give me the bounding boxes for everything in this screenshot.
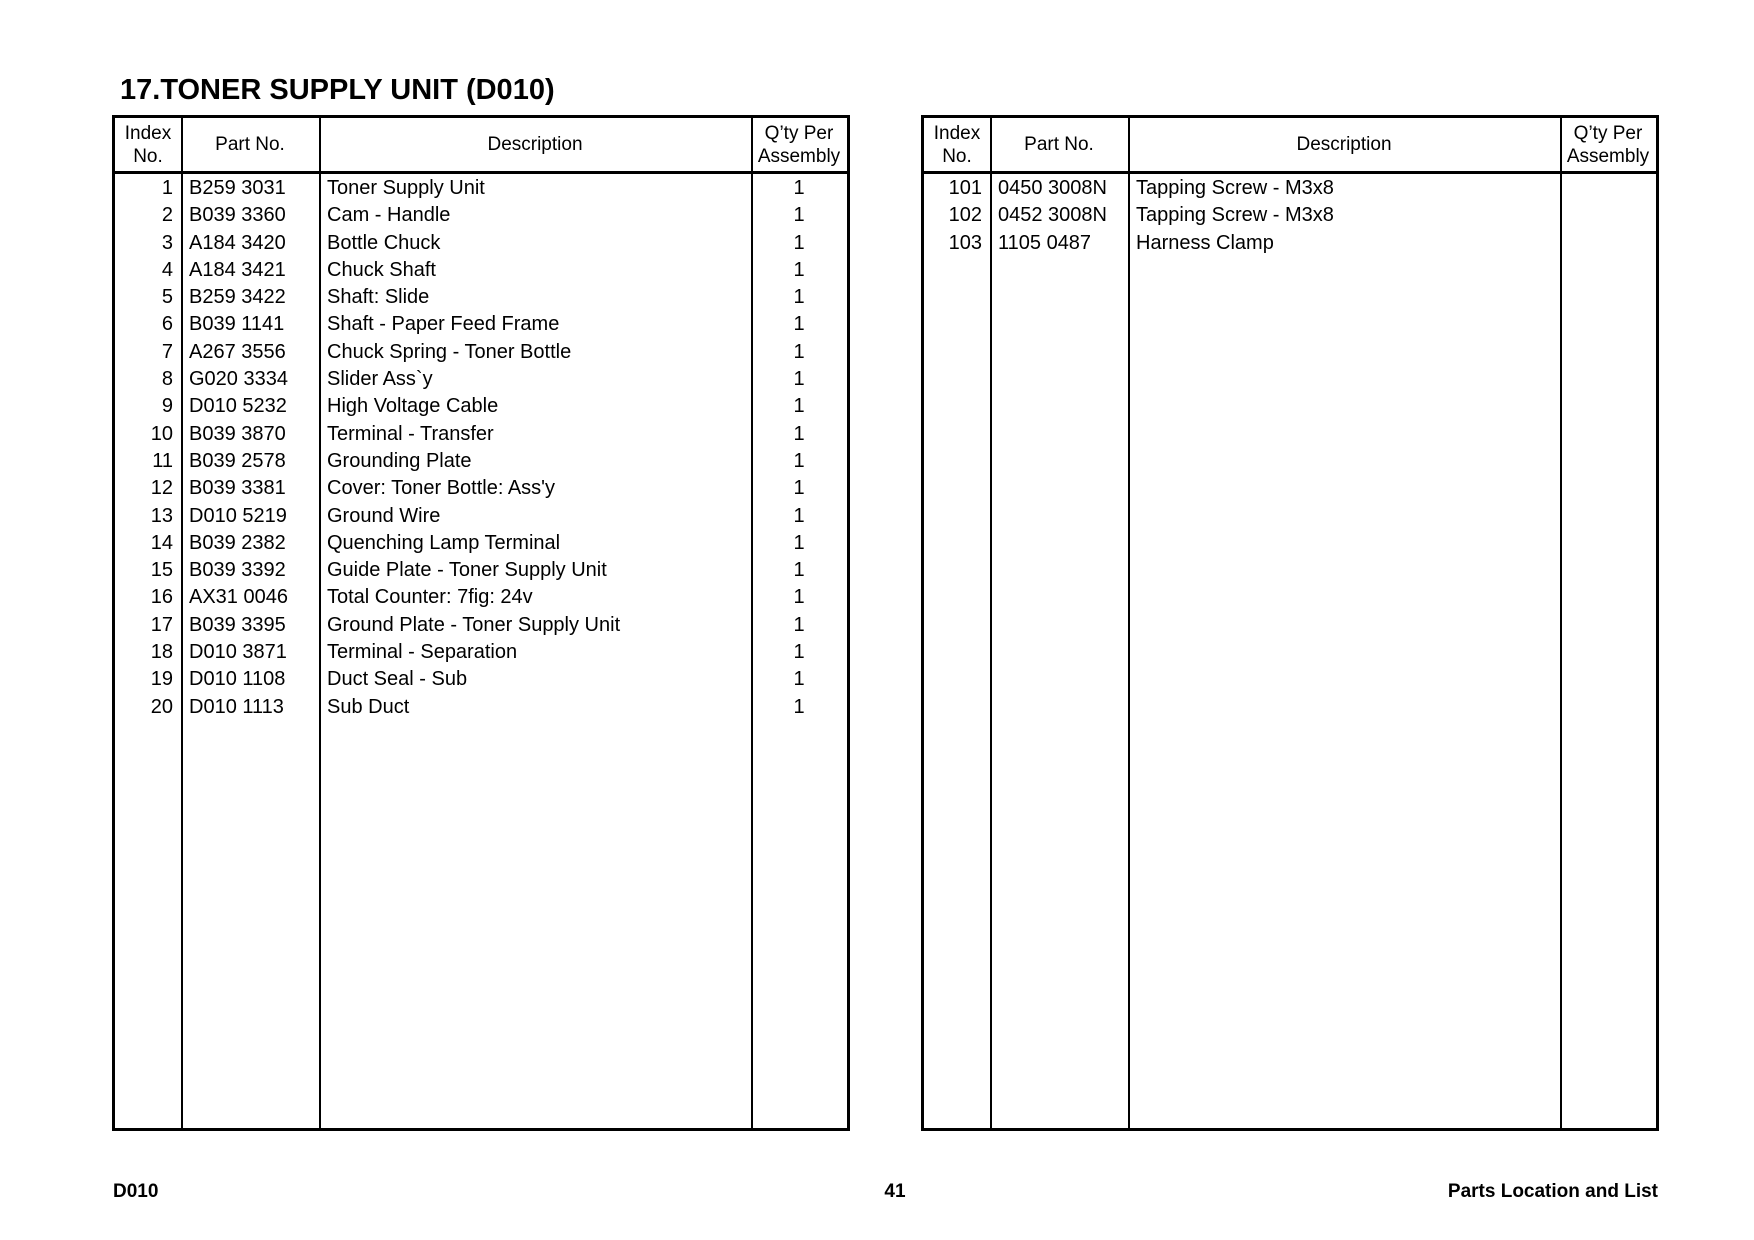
row-part-no: B039 3392 (189, 559, 286, 582)
table-row (924, 202, 1656, 229)
row-qty: 1 (793, 504, 805, 527)
row-qty: 1 (793, 258, 805, 281)
table-row (115, 612, 847, 639)
row-index: 17 (150, 613, 173, 636)
row-description: Shaft - Paper Feed Frame (327, 313, 560, 336)
row-part-no: 0452 3008N (998, 204, 1107, 227)
header-qty-line2: Assembly (1566, 145, 1650, 167)
row-index: 14 (150, 531, 173, 554)
row-qty: 1 (793, 177, 805, 199)
table-row (115, 202, 847, 229)
row-qty: 1 (793, 531, 805, 554)
rows-right (924, 175, 1656, 257)
row-index: 3 (161, 231, 173, 254)
table-row (115, 175, 847, 202)
row-qty: 1 (793, 613, 805, 636)
row-part-no: B259 3422 (189, 286, 286, 309)
table-row (115, 230, 847, 257)
row-part-no: B039 3395 (189, 613, 286, 636)
row-part-no: D010 5232 (189, 395, 287, 418)
row-description: Chuck Spring - Toner Bottle (327, 340, 572, 363)
row-description: Ground Wire (327, 504, 441, 527)
row-qty: 1 (793, 204, 805, 227)
row-index: 4 (161, 258, 173, 281)
header-description: Description (1296, 134, 1392, 155)
row-qty: 1 (793, 340, 805, 363)
header-part-no: Part No. (215, 134, 285, 155)
row-description: Harness Clamp (1136, 231, 1274, 254)
row-index: 103 (948, 231, 982, 254)
header-description: Description (487, 134, 583, 155)
row-index: 20 (150, 695, 173, 718)
table-row (115, 311, 847, 338)
row-index: 101 (948, 177, 982, 199)
row-index: 5 (161, 286, 173, 309)
row-index: 102 (948, 204, 982, 227)
row-description: High Voltage Cable (327, 395, 499, 418)
row-description: Bottle Chuck (327, 231, 441, 254)
row-qty: 1 (793, 231, 805, 254)
row-qty: 1 (793, 668, 805, 691)
header-qty-line1: Q’ty Per (764, 122, 834, 144)
row-part-no: 0450 3008N (998, 177, 1107, 199)
row-part-no: AX31 0046 (189, 586, 288, 609)
row-qty: 1 (793, 641, 805, 664)
row-part-no: B039 1141 (189, 313, 285, 336)
header-index (115, 118, 181, 171)
table-row (924, 175, 1656, 202)
row-index: 12 (150, 477, 173, 500)
row-qty: 1 (793, 586, 805, 609)
column-divider (1560, 118, 1562, 1128)
row-part-no: 1105 0487 (998, 231, 1092, 254)
table-row (115, 694, 847, 721)
row-part-no: B039 2382 (189, 531, 286, 554)
table-row (115, 503, 847, 530)
row-index: 19 (150, 668, 173, 691)
row-index: 8 (161, 368, 173, 391)
row-description: Cover: Toner Bottle: Ass'y (327, 477, 555, 500)
row-index: 10 (150, 422, 173, 445)
row-description: Cam - Handle (327, 204, 451, 227)
row-part-no: A267 3556 (189, 340, 286, 363)
row-part-no: A184 3420 (189, 231, 286, 254)
row-qty: 1 (793, 559, 805, 582)
table-row (924, 230, 1656, 257)
row-qty (1560, 230, 1656, 257)
table-row (115, 257, 847, 284)
row-index: 13 (150, 504, 173, 527)
column-divider (990, 118, 992, 1128)
header-qty (751, 118, 847, 171)
row-index: 7 (161, 340, 173, 363)
row-description: Shaft: Slide (327, 286, 430, 309)
row-part-no: D010 3871 (189, 641, 287, 664)
parts-table-right (921, 115, 1659, 1131)
row-description: Toner Supply Unit (327, 177, 485, 199)
row-qty (1560, 175, 1656, 202)
row-description: Tapping Screw - M3x8 (1136, 177, 1334, 199)
row-description: Chuck Shaft (327, 258, 436, 281)
row-description: Guide Plate - Toner Supply Unit (327, 559, 607, 582)
row-description: Slider Ass`y (327, 368, 433, 391)
table-row (115, 366, 847, 393)
column-divider (1128, 118, 1130, 1128)
row-description: Terminal - Separation (327, 641, 518, 664)
row-index: 16 (150, 586, 173, 609)
row-qty: 1 (793, 313, 805, 336)
row-description: Terminal - Transfer (327, 422, 494, 445)
header-index-line1: Index (124, 122, 172, 144)
row-description: Quenching Lamp Terminal (327, 531, 561, 554)
row-part-no: B039 3870 (189, 422, 286, 445)
header-index-line1: Index (933, 122, 981, 144)
header-qty (1560, 118, 1656, 171)
row-qty: 1 (793, 449, 805, 472)
header-part-no: Part No. (1024, 134, 1094, 155)
table-row (115, 557, 847, 584)
table-row (115, 393, 847, 420)
header-index-line2: No. (133, 145, 163, 167)
header-index (924, 118, 990, 171)
row-description: Sub Duct (327, 695, 410, 718)
table-row (115, 339, 847, 366)
row-part-no: B039 3381 (189, 477, 286, 500)
row-part-no: D010 1113 (189, 695, 284, 718)
table-row (115, 475, 847, 502)
row-qty: 1 (793, 477, 805, 500)
table-row (115, 448, 847, 475)
header-index-line2: No. (942, 145, 972, 167)
row-part-no: D010 1108 (189, 668, 286, 691)
header-qty-line2: Assembly (757, 145, 841, 167)
row-part-no: B039 3360 (189, 204, 286, 227)
row-index: 11 (152, 449, 173, 472)
table-row (115, 639, 847, 666)
row-description: Total Counter: 7fig: 24v (327, 586, 533, 609)
header-divider (924, 171, 1656, 174)
row-qty: 1 (793, 422, 805, 445)
table-row (115, 584, 847, 611)
row-part-no: G020 3334 (189, 368, 288, 391)
row-index: 9 (161, 395, 173, 418)
footer-page-number: 41 (884, 1181, 906, 1202)
table-row (115, 421, 847, 448)
parts-table-left (112, 115, 850, 1131)
row-description: Grounding Plate (327, 449, 472, 472)
row-part-no: A184 3421 (189, 258, 286, 281)
row-qty (1560, 202, 1656, 229)
row-qty: 1 (793, 395, 805, 418)
row-index: 18 (150, 641, 173, 664)
row-index: 1 (161, 177, 173, 199)
table-row (115, 666, 847, 693)
footer-model: D010 (113, 1181, 159, 1202)
page-title: 17.TONER SUPPLY UNIT (D010) (120, 74, 555, 106)
row-qty: 1 (793, 695, 805, 718)
row-part-no: B259 3031 (189, 177, 286, 199)
row-part-no: B039 2578 (189, 449, 286, 472)
header-qty-line1: Q’ty Per (1573, 122, 1643, 144)
row-qty: 1 (793, 368, 805, 391)
row-description: Tapping Screw - M3x8 (1136, 204, 1334, 227)
row-description: Duct Seal - Sub (327, 668, 468, 691)
table-row (115, 284, 847, 311)
row-index: 2 (161, 204, 173, 227)
row-index: 6 (161, 313, 173, 336)
header-divider (115, 171, 847, 174)
row-description: Ground Plate - Toner Supply Unit (327, 613, 621, 636)
table-row (115, 530, 847, 557)
rows-left (115, 175, 847, 721)
row-qty: 1 (793, 286, 805, 309)
row-index: 15 (150, 559, 173, 582)
row-part-no: D010 5219 (189, 504, 287, 527)
footer-section: Parts Location and List (1447, 1181, 1658, 1202)
